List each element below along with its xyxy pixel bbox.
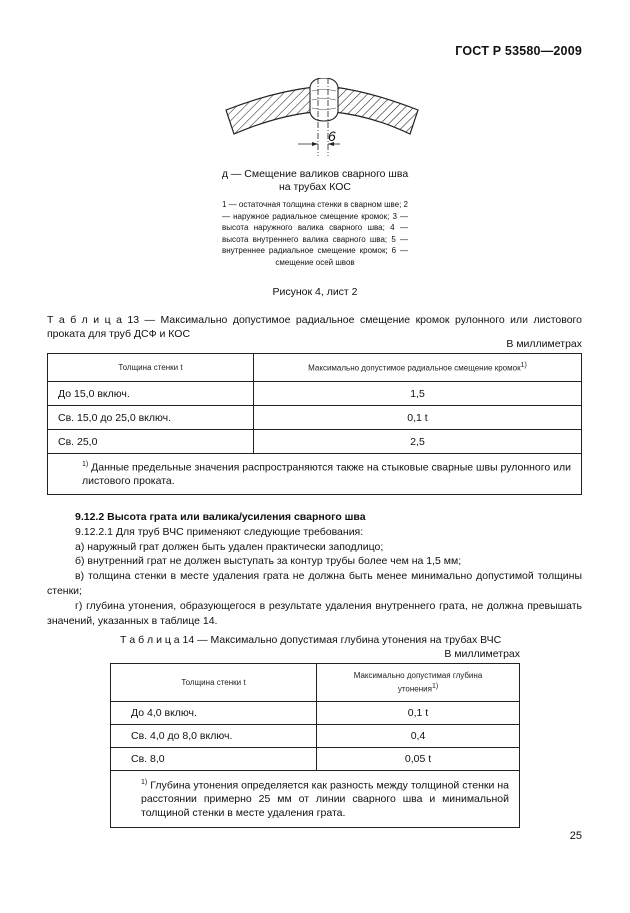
table-note: $^{1)}$ Глубина утонения определяется как разность между толщиной стенки на расстоянии примерно 25 мм от линии сварного шва и минимальной толщиной стенки в месте удаления грата. xyxy=(111,771,520,828)
table-row xyxy=(48,406,582,430)
table-cell: 0,4 xyxy=(317,725,520,748)
table-note-row xyxy=(111,771,520,828)
weld-cross-section-drawing xyxy=(222,78,422,160)
table-cell: Св. 8,0 xyxy=(111,748,317,771)
section-heading: 9.12.2 Высота грата или валика/усиления сварного шва xyxy=(75,511,366,523)
table-cell: До 4,0 включ. xyxy=(111,702,317,725)
table-cell: 0,05 t xyxy=(317,748,520,771)
table-header-cell: Толщина стенки t xyxy=(111,664,317,702)
table-row xyxy=(111,748,520,771)
table-header-row xyxy=(111,664,520,702)
table-row xyxy=(111,702,520,725)
table13-title: Т а б л и ц а 13 — Максимально допустимое радиальное смещение кромок рулонного или листового проката для труб ДСФ и КОС xyxy=(47,314,582,340)
table-header-row xyxy=(48,354,582,382)
table-row xyxy=(48,382,582,406)
figure-title: Рисунок 4, лист 2 xyxy=(272,286,358,298)
table13 xyxy=(47,353,582,495)
table-row xyxy=(48,430,582,454)
figure-caption-line2: на трубах КОС xyxy=(279,181,351,193)
section-9-12-2 xyxy=(47,510,582,628)
table13-units: В миллиметрах xyxy=(506,338,582,350)
table-cell: 2,5 xyxy=(254,430,582,454)
dimension-label: 6 xyxy=(328,128,336,144)
figure-legend: 1 — остаточная толщина стенки в сварном шве; 2 — наружное радиальное смещение кромок; 3 — высота наружного валика сварного шва; 4 — высота внутреннего валика сварного шва; 5 — внутреннее радиальное смещение кромок; 6 — смещение осей швов xyxy=(222,200,408,267)
table-cell: 0,1 t xyxy=(317,702,520,725)
table-cell: 0,1 t xyxy=(254,406,582,430)
table-header-cell: Максимально допустимое радиальное смещение кромок$^{1)}$ xyxy=(254,354,582,382)
table-header-cell: Максимально допустимая глубина утонения$^{1)}$ xyxy=(317,664,520,702)
page-number: 25 xyxy=(569,830,582,842)
document-header: ГОСТ Р 53580—2009 xyxy=(455,44,582,58)
table-cell: Св. 15,0 до 25,0 включ. xyxy=(48,406,254,430)
table-header-cell: Толщина стенки t xyxy=(48,354,254,382)
figure-caption-line1: д — Смещение валиков сварного шва xyxy=(221,168,409,180)
pipe-wall-right xyxy=(334,87,418,134)
table-note-row xyxy=(48,454,582,495)
paragraph: в) толщина стенки в месте удаления грата не должна быть менее минимально допустимой толщины стенки; xyxy=(47,570,582,597)
paragraph: а) наружный грат должен быть удален практически заподлицо; xyxy=(75,540,384,553)
table-note: $^{1)}$ Данные предельные значения распространяются также на стыковые сварные швы рулонного или листового проката. xyxy=(48,454,582,495)
table14-units: В миллиметрах xyxy=(444,648,520,660)
pipe-wall-left xyxy=(226,87,314,134)
table-cell: Св. 4,0 до 8,0 включ. xyxy=(111,725,317,748)
figure-caption xyxy=(190,168,440,194)
table-cell: 1,5 xyxy=(254,382,582,406)
table-row xyxy=(111,725,520,748)
weld-figure xyxy=(222,78,422,165)
table14 xyxy=(110,663,520,828)
table-cell: До 15,0 включ. xyxy=(48,382,254,406)
paragraph: б) внутренний грат не должен выступать за контур трубы более чем на 1,5 мм; xyxy=(75,555,462,568)
table-cell: Св. 25,0 xyxy=(48,430,254,454)
paragraph: 9.12.2.1 Для труб ВЧС применяют следующие требования: xyxy=(75,525,364,538)
table14-title: Т а б л и ц а 14 — Максимально допустимая глубина утонения на трубах ВЧС xyxy=(120,634,502,646)
paragraph: г) глубина утонения, образующегося в результате удаления внутреннего грата, не должна превышать значений, указанных в таблице 14. xyxy=(47,599,582,627)
